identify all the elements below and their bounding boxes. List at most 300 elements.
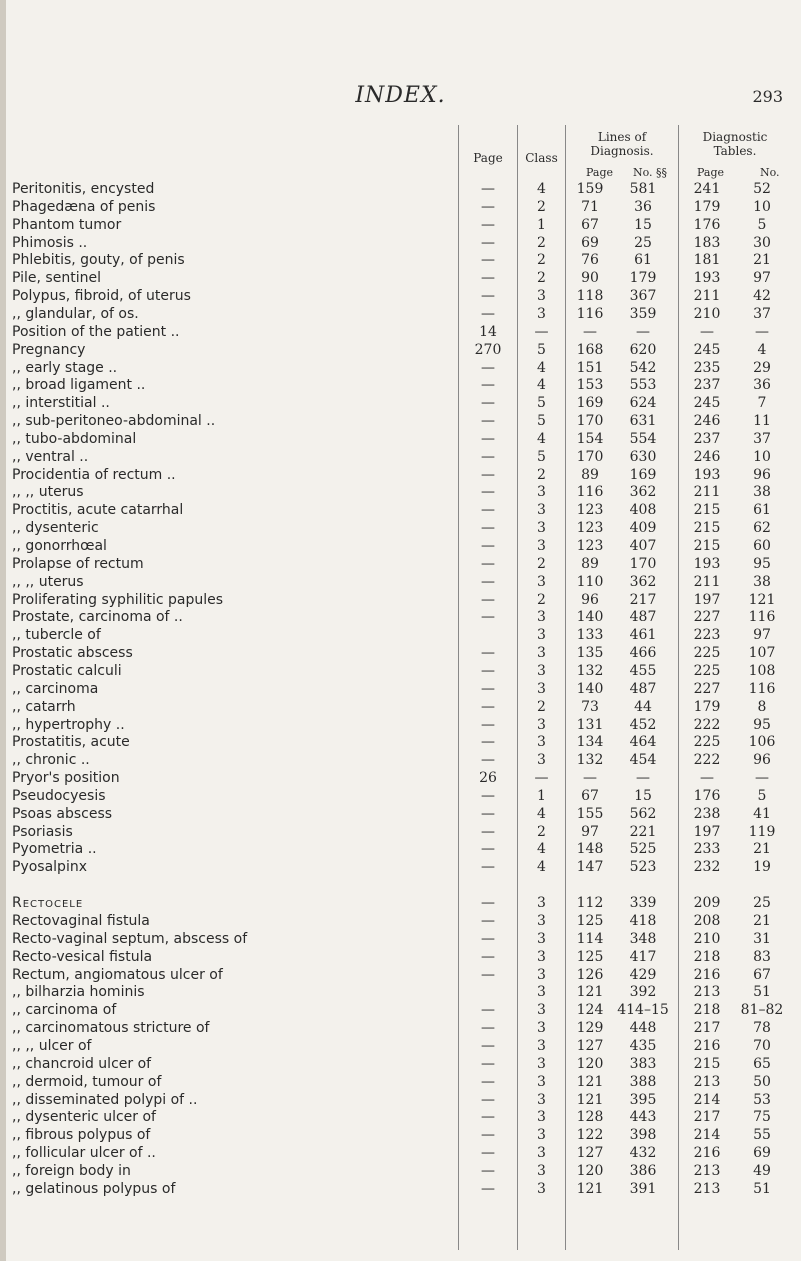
table-row <box>0 840 801 858</box>
cell-page: — <box>481 181 495 197</box>
index-term: Phimosis .. <box>12 234 88 251</box>
cell-lines-no: 362 <box>629 573 657 590</box>
cell-tables-no: 97 <box>753 627 771 644</box>
col-head-page: Page <box>473 151 503 165</box>
cell-lines-no: 217 <box>629 591 657 608</box>
cell-tables-no: 38 <box>753 573 771 590</box>
cell-tables-page: 217 <box>693 1109 721 1126</box>
col-head-lines-sub: Diagnosis. <box>590 144 654 158</box>
cell-lines-no: 395 <box>629 1091 657 1108</box>
cell-page: — <box>481 895 495 912</box>
cell-page: — <box>481 395 495 412</box>
cell-lines-page: 123 <box>576 520 604 537</box>
cell-page: — <box>481 1055 495 1072</box>
index-term: Pile, sentinel <box>12 270 101 287</box>
table-row <box>0 573 801 591</box>
cell-tables-no: 55 <box>753 1127 771 1144</box>
index-term: ,, dysenteric <box>12 520 99 537</box>
cell-page: — <box>481 198 495 215</box>
index-term: Prostatic calculi <box>12 662 122 679</box>
cell-tables-no: 95 <box>753 716 771 733</box>
table-row <box>0 1019 801 1037</box>
cell-lines-page: 147 <box>576 859 604 876</box>
cell-lines-no: 386 <box>629 1162 657 1179</box>
cell-lines-page: 121 <box>576 984 604 1001</box>
table-row <box>0 930 801 948</box>
cell-lines-page: 125 <box>576 948 604 965</box>
cell-lines-page: 96 <box>581 591 599 608</box>
cell-lines-page: 123 <box>576 538 604 554</box>
cell-page: — <box>481 698 495 715</box>
cell-lines-page: 73 <box>581 698 599 715</box>
cell-page: — <box>481 841 495 858</box>
cell-lines-no: 15 <box>634 787 652 804</box>
cell-tables-page: 238 <box>693 805 721 822</box>
index-term: ,, tubo-abdominal <box>12 430 137 447</box>
table-row <box>0 769 801 787</box>
cell-lines-page: 110 <box>576 573 604 590</box>
cell-tables-page: 223 <box>693 627 721 644</box>
cell-lines-page: 126 <box>576 966 604 983</box>
cell-lines-page: 148 <box>576 841 604 858</box>
cell-tables-page: 218 <box>693 948 721 965</box>
cell-class: 3 <box>537 502 546 519</box>
cell-class: 2 <box>537 698 546 715</box>
table-row <box>0 448 801 466</box>
cell-tables-no: 5 <box>757 216 767 233</box>
cell-page: — <box>481 1073 495 1090</box>
cell-lines-no: 392 <box>629 984 657 1001</box>
cell-tables-no: 60 <box>753 538 771 554</box>
cell-class: 2 <box>537 823 546 840</box>
index-term: ,, hypertrophy .. <box>12 716 125 733</box>
cell-tables-page: 222 <box>693 716 721 733</box>
cell-tables-no: 38 <box>753 484 771 501</box>
cell-tables-page: — <box>700 770 714 787</box>
cell-page: — <box>481 288 495 305</box>
cell-class: 5 <box>537 341 546 358</box>
cell-lines-page: 89 <box>581 466 599 483</box>
table-row <box>0 1162 801 1180</box>
table-row <box>0 787 801 805</box>
cell-lines-no: 581 <box>629 181 657 197</box>
table-row <box>0 680 801 698</box>
cell-lines-page: 127 <box>576 1037 604 1054</box>
cell-tables-no: 36 <box>753 377 771 394</box>
cell-lines-no: 624 <box>629 395 657 412</box>
cell-tables-no: 11 <box>753 413 771 430</box>
cell-class: 3 <box>537 930 546 947</box>
cell-lines-no: 348 <box>629 930 657 947</box>
cell-page: — <box>481 609 495 626</box>
cell-tables-no: 96 <box>753 752 771 769</box>
table-row <box>0 251 801 269</box>
table-row <box>0 1001 801 1019</box>
cell-tables-page: 237 <box>693 377 721 394</box>
index-term: Pyosalpinx <box>12 859 87 876</box>
cell-tables-page: 215 <box>693 520 721 537</box>
cell-class: 4 <box>537 377 546 394</box>
cell-tables-page: 215 <box>693 1055 721 1072</box>
col-head-lines-title: Lines of <box>597 130 647 144</box>
cell-lines-no: 398 <box>629 1127 657 1144</box>
index-term: ,, catarrh <box>12 698 76 715</box>
index-term: Rectocele <box>12 895 84 912</box>
cell-tables-no: 50 <box>753 1073 771 1090</box>
cell-tables-page: 225 <box>693 662 721 679</box>
cell-lines-page: 122 <box>576 1127 604 1144</box>
index-term: Phlebitis, gouty, of penis <box>12 252 185 269</box>
index-term: Psoas abscess <box>12 805 113 822</box>
index-term: Recto-vesical fistula <box>12 948 153 965</box>
cell-class: 1 <box>537 216 546 233</box>
cell-lines-no: 466 <box>629 645 657 662</box>
cell-lines-no: 448 <box>629 1020 657 1037</box>
cell-class: 4 <box>537 430 546 447</box>
cell-class: 3 <box>537 1162 546 1179</box>
cell-class: 5 <box>537 448 546 465</box>
cell-tables-no: 41 <box>753 805 771 822</box>
cell-class: 3 <box>537 1073 546 1090</box>
table-row <box>0 912 801 930</box>
cell-class: 4 <box>537 841 546 858</box>
cell-tables-page: 176 <box>693 216 721 233</box>
cell-tables-no: 52 <box>753 181 771 197</box>
cell-page: — <box>481 1109 495 1126</box>
cell-lines-page: 76 <box>581 252 599 269</box>
cell-lines-no: 432 <box>629 1145 657 1162</box>
col-head-tables-title: Diagnostic <box>702 130 768 144</box>
cell-class: 3 <box>537 305 546 322</box>
table-row <box>0 805 801 823</box>
index-term: Pseudocyesis <box>12 787 106 804</box>
cell-tables-page: 215 <box>693 502 721 519</box>
col-sub-lines-no: No. §§ <box>633 166 668 179</box>
table-row <box>0 966 801 984</box>
cell-tables-page: 208 <box>693 913 721 929</box>
cell-tables-page: 232 <box>693 859 721 876</box>
table-row <box>0 591 801 609</box>
cell-tables-page: 222 <box>693 752 721 769</box>
cell-page: — <box>481 787 495 804</box>
cell-lines-no: 15 <box>634 216 652 233</box>
table-row <box>0 716 801 734</box>
cell-lines-page: 153 <box>576 377 604 394</box>
cell-tables-page: 237 <box>693 430 721 447</box>
table-row <box>0 644 801 662</box>
table-row <box>0 359 801 377</box>
cell-page: — <box>481 859 495 876</box>
cell-lines-no: 455 <box>629 662 657 679</box>
table-row <box>0 198 801 216</box>
table-row <box>0 216 801 234</box>
cell-class: 3 <box>537 627 546 644</box>
cell-page: — <box>481 234 495 251</box>
cell-tables-page: 246 <box>693 413 721 430</box>
cell-lines-no: 169 <box>629 466 657 483</box>
cell-lines-no: 25 <box>634 234 652 251</box>
cell-tables-page: — <box>700 323 714 340</box>
cell-page: — <box>481 484 495 501</box>
cell-class: 3 <box>537 573 546 590</box>
cell-lines-no: — <box>636 323 650 340</box>
index-term: ,, carcinomatous stricture of <box>12 1020 210 1037</box>
table-row <box>0 983 801 1001</box>
cell-lines-page: 97 <box>581 823 599 840</box>
cell-tables-page: 233 <box>693 841 721 858</box>
cell-page: — <box>481 805 495 822</box>
cell-lines-no: 36 <box>634 198 652 215</box>
cell-page: — <box>481 252 495 269</box>
cell-page: — <box>481 752 495 769</box>
cell-class: 3 <box>537 538 546 554</box>
cell-lines-page: 116 <box>576 305 604 322</box>
index-term: Procidentia of rectum .. <box>12 466 176 483</box>
cell-page: — <box>481 430 495 447</box>
cell-lines-no: 525 <box>629 841 657 858</box>
cell-page: — <box>481 734 495 751</box>
cell-lines-page: 132 <box>576 752 604 769</box>
cell-lines-page: — <box>583 323 597 340</box>
table-row <box>0 751 801 769</box>
index-term: Prolapse of rectum <box>12 555 144 572</box>
cell-tables-no: 96 <box>753 466 771 483</box>
index-term: ,, foreign body in <box>12 1162 131 1179</box>
index-term: Proctitis, acute catarrhal <box>12 502 184 519</box>
cell-tables-page: 213 <box>693 1073 721 1090</box>
cell-tables-page: 197 <box>693 823 721 840</box>
cell-lines-page: 170 <box>576 448 604 465</box>
cell-tables-page: 210 <box>693 930 721 947</box>
cell-tables-no: 21 <box>753 841 771 858</box>
cell-lines-no: 631 <box>629 413 657 430</box>
index-term: ,, ventral .. <box>12 448 89 465</box>
cell-lines-no: 429 <box>629 966 657 983</box>
cell-lines-no: 407 <box>629 538 657 554</box>
cell-tables-no: 75 <box>753 1109 771 1126</box>
cell-lines-no: 417 <box>629 948 657 965</box>
cell-class: — <box>534 770 549 787</box>
cell-tables-no: 65 <box>753 1055 771 1072</box>
cell-tables-page: 179 <box>693 198 721 215</box>
index-term: ,, chancroid ulcer of <box>12 1055 152 1072</box>
cell-lines-no: 542 <box>629 359 657 376</box>
index-term: Polypus, fibroid, of uterus <box>12 288 191 305</box>
cell-class: 3 <box>537 984 546 1001</box>
cell-tables-no: 25 <box>753 895 771 912</box>
table-row <box>0 1037 801 1055</box>
cell-page: — <box>481 1037 495 1054</box>
table-row <box>0 376 801 394</box>
cell-lines-page: 159 <box>576 181 604 197</box>
cell-page: — <box>481 573 495 590</box>
cell-lines-page: — <box>583 770 597 787</box>
cell-tables-no: 21 <box>753 252 771 269</box>
cell-lines-no: 553 <box>629 377 657 394</box>
cell-tables-no: 70 <box>753 1037 771 1054</box>
cell-class: 2 <box>537 591 546 608</box>
cell-tables-no: 67 <box>753 966 771 983</box>
cell-lines-page: 112 <box>576 895 604 912</box>
cell-lines-page: 114 <box>576 930 604 947</box>
table-row <box>0 519 801 537</box>
col-sub-tables-no: No. <box>760 166 780 179</box>
table-row <box>0 323 801 341</box>
cell-class: 3 <box>537 913 546 929</box>
cell-lines-page: 140 <box>576 609 604 626</box>
cell-tables-no: 81–82 <box>740 1002 784 1019</box>
cell-page: — <box>481 377 495 394</box>
cell-tables-page: 213 <box>693 984 721 1001</box>
table-row <box>0 394 801 412</box>
cell-class: 3 <box>537 1002 546 1019</box>
cell-class: 1 <box>537 787 546 804</box>
cell-class: 3 <box>537 1037 546 1054</box>
cell-lines-page: 120 <box>576 1162 604 1179</box>
cell-class: 3 <box>537 948 546 965</box>
table-row <box>0 698 801 716</box>
index-term: Pregnancy <box>12 341 86 358</box>
col-sub-tables-page: Page <box>697 166 725 179</box>
cell-lines-page: 125 <box>576 913 604 929</box>
cell-lines-no: 464 <box>629 734 657 751</box>
cell-lines-no: — <box>636 770 650 787</box>
cell-lines-page: 116 <box>576 484 604 501</box>
cell-page: — <box>481 1091 495 1108</box>
index-term: Psoriasis <box>12 823 73 840</box>
cell-page: — <box>481 930 495 947</box>
cell-tables-no: 95 <box>753 555 771 572</box>
index-term: Prostatitis, acute <box>12 734 130 751</box>
index-term: Prostatic abscess <box>12 645 133 662</box>
index-term: ,, dermoid, tumour of <box>12 1073 162 1090</box>
cell-class: 5 <box>537 413 546 430</box>
index-term: ,, ,, uterus <box>12 573 84 590</box>
cell-class: 3 <box>537 609 546 626</box>
cell-class: 3 <box>537 680 546 697</box>
cell-tables-page: 235 <box>693 359 721 376</box>
cell-lines-page: 124 <box>576 1002 604 1019</box>
cell-tables-no: 37 <box>753 305 771 322</box>
cell-page: — <box>481 538 495 554</box>
table-row <box>0 626 801 644</box>
index-term: Phagedæna of penis <box>12 198 156 215</box>
cell-tables-page: 193 <box>693 466 721 483</box>
cell-tables-no: 51 <box>753 984 771 1001</box>
cell-lines-no: 487 <box>629 609 657 626</box>
index-term: ,, interstitial .. <box>12 395 110 412</box>
cell-tables-no: 69 <box>753 1145 771 1162</box>
table-row <box>0 537 801 555</box>
cell-tables-no: 10 <box>753 198 771 215</box>
cell-class: 5 <box>537 395 546 412</box>
cell-class: 3 <box>537 752 546 769</box>
index-term: Position of the patient .. <box>12 323 180 340</box>
cell-tables-no: 21 <box>753 913 771 929</box>
table-row <box>0 287 801 305</box>
table-row <box>0 501 801 519</box>
cell-class: 3 <box>537 734 546 751</box>
cell-page: — <box>481 1180 495 1197</box>
cell-tables-no: 30 <box>753 234 771 251</box>
table-row <box>0 608 801 626</box>
index-term: ,, bilharzia hominis <box>12 984 145 1001</box>
table-row <box>0 555 801 573</box>
table-row <box>0 483 801 501</box>
cell-tables-page: 193 <box>693 555 721 572</box>
index-term: Peritonitis, encysted <box>12 181 155 197</box>
cell-page: — <box>481 520 495 537</box>
cell-lines-page: 120 <box>576 1055 604 1072</box>
cell-lines-page: 151 <box>576 359 604 376</box>
cell-lines-no: 359 <box>629 305 657 322</box>
cell-tables-page: 211 <box>693 288 721 305</box>
table-row <box>0 1108 801 1126</box>
cell-tables-no: 31 <box>753 930 771 947</box>
table-row <box>0 1055 801 1073</box>
table-row <box>0 234 801 252</box>
cell-page: — <box>481 662 495 679</box>
table-row <box>0 823 801 841</box>
cell-lines-no: 443 <box>629 1109 657 1126</box>
cell-class: 4 <box>537 181 546 197</box>
cell-class: 2 <box>537 198 546 215</box>
cell-class: 3 <box>537 1109 546 1126</box>
cell-tables-page: 217 <box>693 1020 721 1037</box>
cell-lines-no: 418 <box>629 913 657 929</box>
cell-tables-no: 83 <box>753 948 771 965</box>
table-row <box>0 412 801 430</box>
cell-page: — <box>481 270 495 287</box>
cell-lines-page: 155 <box>576 805 604 822</box>
cell-lines-page: 134 <box>576 734 604 751</box>
cell-class: 3 <box>537 1020 546 1037</box>
cell-lines-page: 170 <box>576 413 604 430</box>
cell-page: — <box>481 466 495 483</box>
cell-tables-no: 97 <box>753 270 771 287</box>
cell-tables-page: 183 <box>693 234 721 251</box>
cell-lines-no: 221 <box>629 823 657 840</box>
cell-lines-no: 414–15 <box>617 1002 669 1019</box>
cell-tables-no: 10 <box>753 448 771 465</box>
cell-class: 3 <box>537 288 546 305</box>
index-term: ,, gelatinous polypus of <box>12 1180 176 1197</box>
cell-tables-no: 8 <box>757 698 767 715</box>
index-term: ,, sub-peritoneo-abdominal .. <box>12 413 216 430</box>
index-term: Prostate, carcinoma of .. <box>12 609 183 626</box>
cell-tables-page: 245 <box>693 341 721 358</box>
cell-page: 14 <box>479 323 497 340</box>
index-term: ,, ,, ulcer of <box>12 1037 92 1054</box>
index-term: Pyometria .. <box>12 841 97 858</box>
cell-class: — <box>534 323 549 340</box>
cell-tables-no: 61 <box>753 502 771 519</box>
cell-class: 4 <box>537 359 546 376</box>
cell-tables-page: 214 <box>693 1127 721 1144</box>
index-term: Pryor's position <box>12 770 120 787</box>
cell-lines-no: 620 <box>629 341 657 358</box>
cell-tables-page: 211 <box>693 573 721 590</box>
cell-tables-page: 216 <box>693 1145 721 1162</box>
cell-page: — <box>481 555 495 572</box>
cell-tables-page: 241 <box>693 181 721 197</box>
cell-lines-page: 131 <box>576 716 604 733</box>
cell-page: — <box>481 413 495 430</box>
cell-lines-page: 90 <box>581 270 599 287</box>
table-row <box>0 1091 801 1109</box>
cell-page: — <box>481 645 495 662</box>
cell-lines-no: 409 <box>629 520 657 537</box>
